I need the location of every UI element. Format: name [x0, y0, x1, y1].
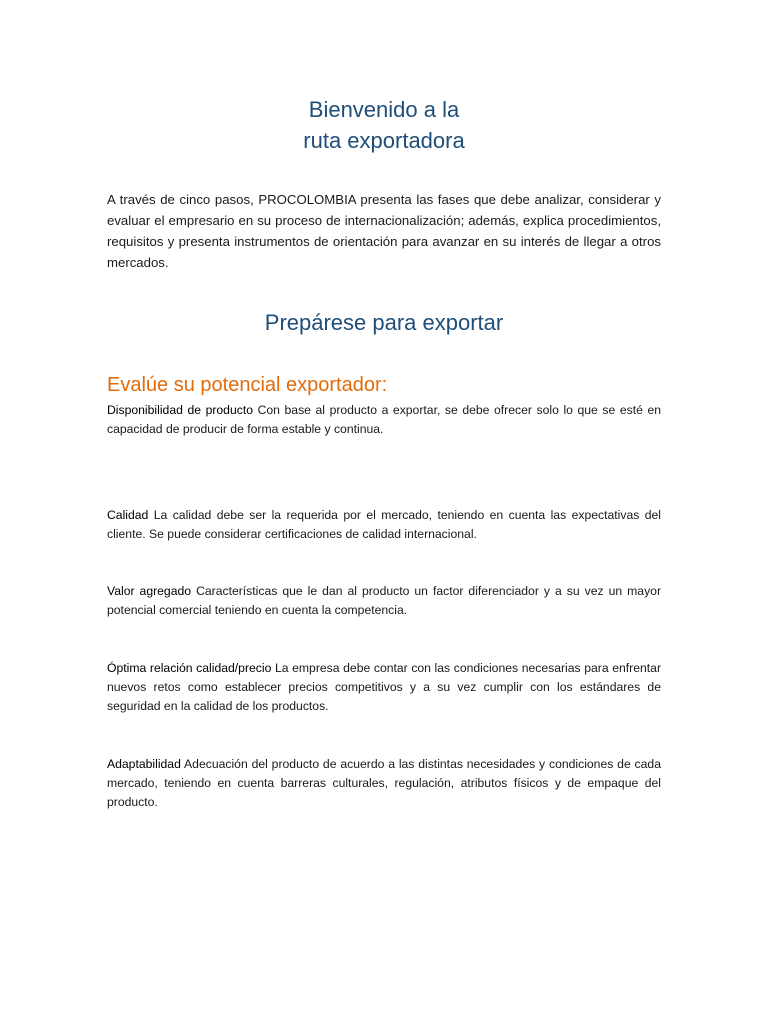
section-heading: Prepárese para exportar [264, 310, 504, 335]
item-term: Óptima relación calidad/precio [107, 661, 272, 675]
item-term: Valor agregado [107, 584, 192, 598]
intro-paragraph: A través de cinco pasos, PROCOLOMBIA presenta las fases que debe analizar, considerar y evaluar el empresario en su proceso de internacionalización; además, explica procedimientos, requisitos y presenta instrumentos de orientación para avanzar en su interés de llegar a otros mercados. [107, 192, 661, 270]
item-valor-agregado [107, 582, 661, 620]
item-text: La calidad debe ser la requerida por el mercado, teniendo en cuenta las expectativas del cliente. Se puede considerar certificaciones de calidad internacional. [107, 508, 661, 541]
item-calidad [107, 506, 661, 544]
item-text: Con base al producto a exportar, se debe ofrecer solo lo que se esté en capacidad de producir de forma estable y continua. [107, 403, 662, 436]
item-text: Características que le dan al producto un factor diferenciador y a su vez un mayor potencial comercial teniendo en cuenta la competencia. [107, 584, 662, 617]
title-line-2: ruta exportadora [303, 128, 465, 153]
item-disponibilidad [107, 401, 661, 439]
title-line-1: Bienvenido a la [308, 97, 460, 122]
item-adaptabilidad [107, 755, 661, 812]
item-text: Adecuación del producto de acuerdo a las distintas necesidades y condiciones de cada mercado, teniendo en cuenta barreras culturales, regulación, atributos físicos y de empaque del producto. [107, 757, 661, 809]
item-term: Adaptabilidad [107, 757, 181, 771]
page-title [0, 94, 768, 156]
item-term: Disponibilidad de producto [107, 403, 254, 417]
item-optima-relacion [107, 659, 661, 716]
item-term: Calidad [107, 508, 149, 522]
item-text: La empresa debe contar con las condiciones necesarias para enfrentar nuevos retos como establecer precios competitivos y a su vez cumplir con los estándares de seguridad en la calidad de los productos. [107, 661, 662, 713]
subheading: Evalúe su potencial exportador: [107, 374, 388, 396]
